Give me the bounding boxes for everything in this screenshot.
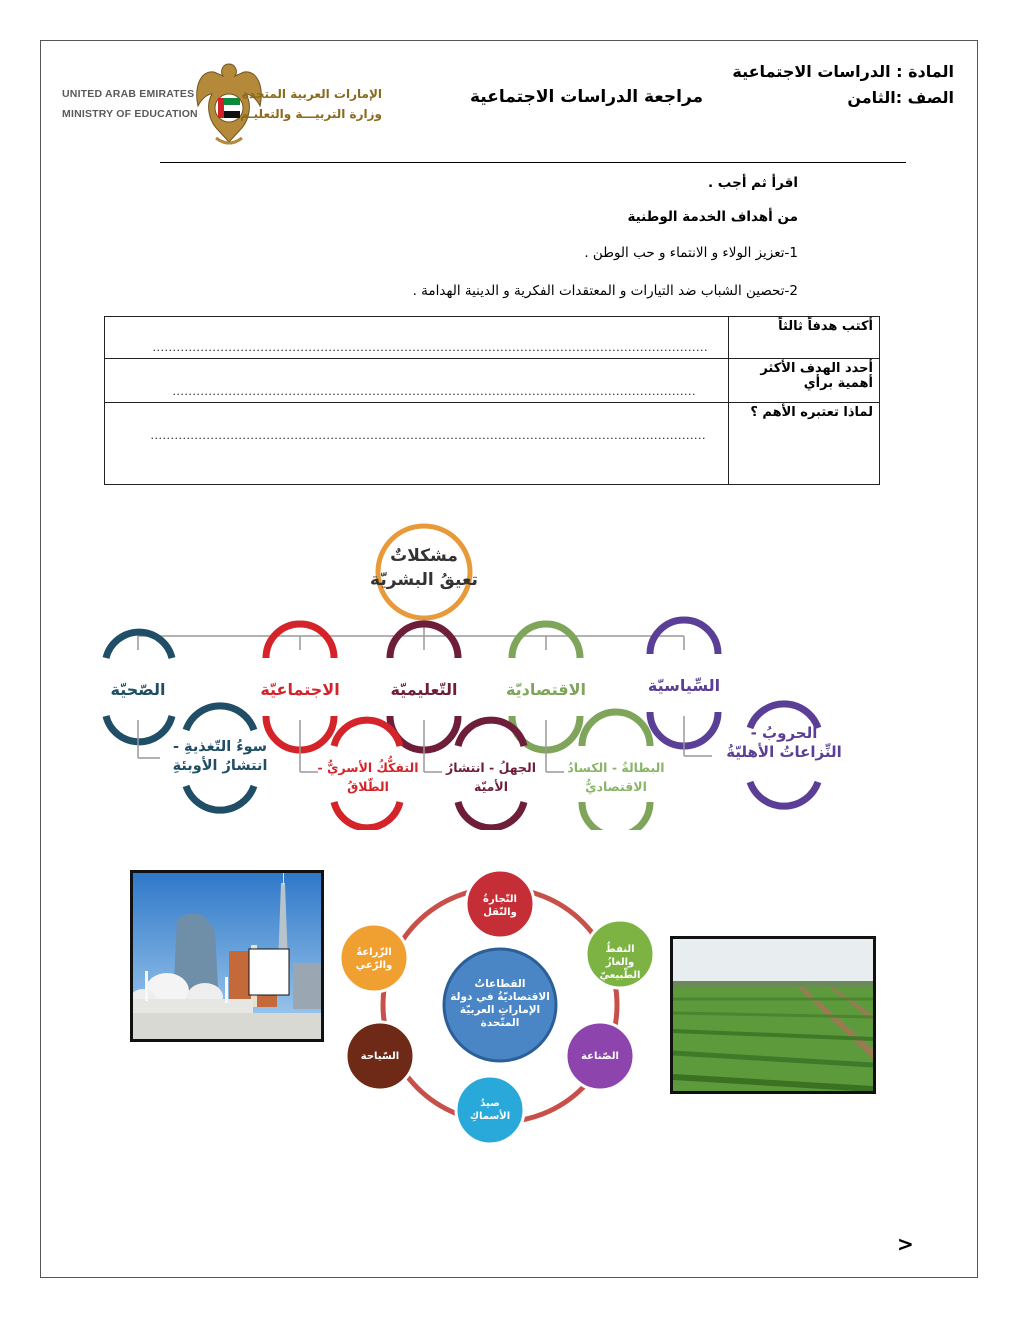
goal-2: 2-تحصين الشباب ضد التيارات و المعتقدات الفكرية و الدينية الهدامة . bbox=[412, 283, 798, 299]
sector-trade-line1: التّجارةُ bbox=[483, 894, 517, 905]
category-educational: التّعليميّة bbox=[390, 680, 458, 699]
row-label: لماذا تعتبره الأهم ؟ bbox=[729, 403, 880, 485]
category-economic: الاقتصاديّة bbox=[505, 680, 587, 699]
sub-political bbox=[716, 724, 852, 762]
economy-center-label bbox=[440, 978, 560, 1030]
sector-tourism-label bbox=[346, 1050, 414, 1063]
sector-agriculture-label bbox=[340, 946, 408, 972]
sector-oil-label bbox=[584, 943, 656, 982]
goals-heading: من أهداف الخدمة الوطنية bbox=[627, 209, 798, 225]
logo-ar-line2: وزارة التربيـــة والتعليـم bbox=[240, 107, 382, 121]
category-political: السِّياسيّة bbox=[647, 676, 721, 695]
sector-agriculture-line2: والرّعي bbox=[355, 960, 393, 971]
sector-tourism-line1: السّياحة bbox=[360, 1051, 400, 1062]
row-label: أكتب هدفاً ثالثاً bbox=[729, 317, 880, 359]
logo-en-line1: UNITED ARAB EMIRATES bbox=[62, 88, 195, 100]
city-landmarks-photo bbox=[130, 870, 324, 1042]
answer-table bbox=[104, 316, 880, 485]
sector-industry-label bbox=[566, 1050, 634, 1063]
sub-educational-line1: الجهلُ - انتشارُ bbox=[446, 760, 536, 775]
sub-health bbox=[160, 738, 280, 776]
sub-health-line2: انتشارُ الأوبئةِ bbox=[172, 758, 268, 774]
sub-social-line2: الطّلاقُ bbox=[347, 779, 389, 794]
sector-agriculture-line1: الزّراعةُ bbox=[356, 947, 392, 958]
sub-educational-line2: الأميّة bbox=[473, 779, 508, 794]
sector-oil-line2: والغازُ الطّبيعيّ bbox=[599, 957, 641, 981]
sector-fishing-line1: صيدُ bbox=[480, 1098, 500, 1109]
answer-blank[interactable] bbox=[105, 403, 729, 485]
answer-blank[interactable] bbox=[105, 359, 729, 403]
sub-educational bbox=[436, 758, 546, 796]
logo-en-line2: MINISTRY OF EDUCATION bbox=[62, 108, 198, 120]
grade-line: الصف :الثامن bbox=[847, 88, 954, 107]
center-line3: الإماراتِ العربيّة bbox=[459, 1004, 541, 1016]
category-social: الاجتماعيّة bbox=[260, 680, 340, 699]
sector-industry-line1: الصّناعة bbox=[581, 1051, 619, 1062]
sector-fishing-label bbox=[456, 1097, 524, 1123]
sector-fishing-line2: الأسماكِ bbox=[469, 1111, 511, 1122]
answer-row bbox=[105, 317, 880, 359]
category-health: الصّحيّة bbox=[110, 680, 166, 699]
sub-political-line2: النِّزاعاتُ الأهليّةُ bbox=[726, 743, 842, 761]
sector-trade-label bbox=[466, 893, 534, 919]
goal-1: 1-تعزيز الولاء و الانتماء و حب الوطن . bbox=[584, 245, 798, 261]
next-page-arrow-icon[interactable]: > bbox=[897, 1232, 914, 1256]
farm-field-image bbox=[673, 939, 873, 1091]
logo-ar-line1: الإمارات العربية المتحدة bbox=[241, 87, 382, 101]
answer-dots: ........................................................................................................................................... bbox=[150, 429, 706, 442]
sector-trade-line2: والنّقل bbox=[483, 907, 517, 918]
sub-economic bbox=[556, 758, 676, 796]
problems-title-line1: مشكلاتٌ bbox=[390, 546, 458, 566]
instruction-text: اقرأ ثم أجب . bbox=[707, 175, 798, 191]
answer-dots: ................................................................................................................................... bbox=[172, 385, 696, 398]
header-divider bbox=[160, 162, 906, 163]
answer-row bbox=[105, 403, 880, 485]
sector-oil-line1: النفطُ bbox=[605, 944, 635, 955]
sub-social bbox=[312, 758, 424, 796]
center-line1: القطاعاتُ bbox=[474, 978, 526, 990]
row-label: أحدد الهدف الأكثر أهمية برأي bbox=[729, 359, 880, 403]
problems-title-line2: تعيقُ البشريّة bbox=[370, 570, 478, 590]
center-line4: المتّحدة bbox=[480, 1017, 520, 1029]
city-skyline-image bbox=[133, 873, 321, 1039]
farm-field-photo bbox=[670, 936, 876, 1094]
sub-economic-line2: الاقتصاديُّ bbox=[585, 779, 647, 794]
answer-blank[interactable] bbox=[105, 317, 729, 359]
answer-row bbox=[105, 359, 880, 403]
answer-dots: ........................................................................................................................................... bbox=[152, 341, 708, 354]
subject-line: المادة : الدراسات الاجتماعية bbox=[732, 62, 954, 81]
center-line2: الاقتصاديّةُ في دولة bbox=[450, 991, 550, 1003]
page-title: مراجعة الدراسات الاجتماعية bbox=[470, 87, 704, 107]
sub-health-line1: سوءُ التّغذيةِ - bbox=[172, 739, 267, 755]
sub-economic-line1: البطالةُ - الكسادُ bbox=[567, 760, 665, 775]
ministry-logo bbox=[58, 56, 388, 152]
sub-political-line1: الحروبُ - bbox=[750, 724, 818, 742]
sub-social-line1: التفكُّكُ الأسريُّ - bbox=[317, 760, 419, 775]
